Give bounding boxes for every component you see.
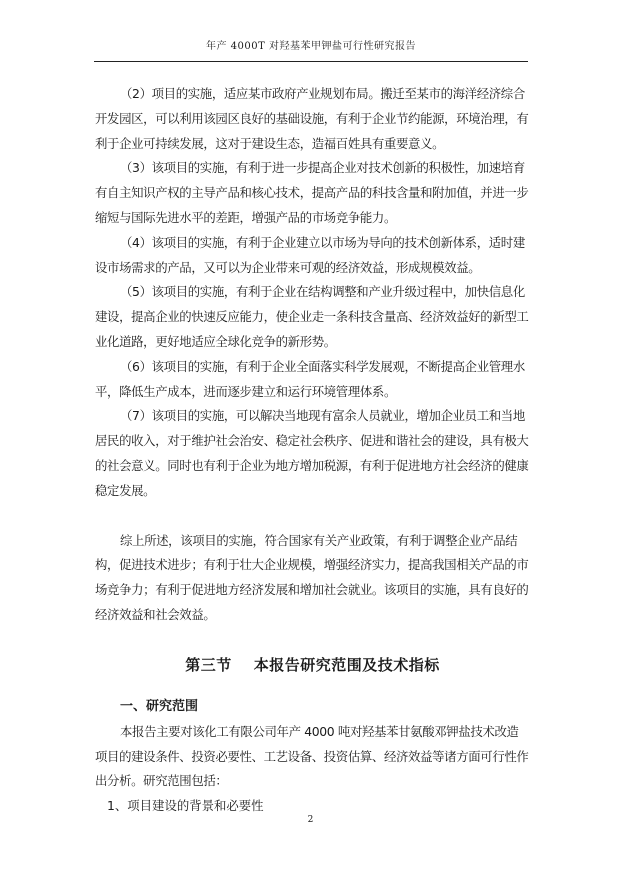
section-heading [95, 650, 530, 680]
scope-paragraph: 本报告主要对该化工有限公司年产 4000 吨对羟基苯甘氨酸邓钾盐技术改造项目的建设条件、投资必要性、工艺设备、投资估算、经济效益等诸方面可行性作出分析。研究范围包括： [95, 723, 529, 789]
page-content [95, 82, 530, 819]
header-title: 年产 4000T 对羟基苯甲钾盐可行性研究报告 [206, 41, 416, 52]
page-number: 2 [307, 815, 314, 825]
page-header [94, 33, 528, 62]
subsection-heading: 一、研究范围 [120, 698, 199, 714]
summary-paragraph: 综上所述，该项目的实施，符合国家有关产业政策，有利于调整企业产品结构，促进技术进步；有利于壮大企业规模，增强经济实力，提高我国相关产品的市场竞争力；有利于促进地方经济发展和增加社会就业。该项目的实施，具有良好的经济效益和社会效益。 [95, 532, 529, 622]
paragraph-3: （3）该项目的实施，有利于进一步提高企业对技术创新的积极性，加速培育有自主知识产权的主导产品和核心技术，提高产品的科技含量和附加值，并进一步缩短与国际先进水平的差距，增强产品的市场竞争能力。 [95, 160, 529, 225]
paragraph-6: （6）该项目的实施，有利于企业全面落实科学发展观，不断提高企业管理水平，降低生产成本，进而逐步建立和运行环境管理体系。 [95, 358, 525, 399]
paragraph-4: （4）该项目的实施，有利于企业建立以市场为导向的技术创新体系，适时建设市场需求的产品，又可以为企业带来可观的经济效益，形成规模效益。 [95, 234, 525, 275]
section-number: 第三节 [185, 655, 232, 674]
scope-item: 1、项目建设的背景和必要性 [107, 798, 264, 814]
paragraph-7: （7）该项目的实施，可以解决当地现有富余人员就业，增加企业员工和当地居民的收入，对于维护社会治安、稳定社会秩序、促进和谐社会的建设，具有极大的社会意义。同时也有利于企业为地方增加税源，有利于促进地方社会经济的健康稳定发展。 [95, 408, 529, 498]
section-title: 本报告研究范围及技术指标 [253, 655, 440, 674]
paragraph-2: （2）项目的实施，适应某市政府产业规划布局。搬迁至某市的海洋经济综合开发园区，可以利用该园区良好的基础设施，有利于企业节约能源，环境治理，有利于企业可持续发展，这对于建设生态，造福百姓具有重要意义。 [95, 86, 529, 151]
paragraph-5: （5）该项目的实施，有利于企业在结构调整和产业升级过程中，加快信息化建设，提高企业的快速反应能力，使企业走一条科技含量高、经济效益好的新型工业化道路，更好地适应全球化竞争的新形势。 [95, 284, 529, 349]
